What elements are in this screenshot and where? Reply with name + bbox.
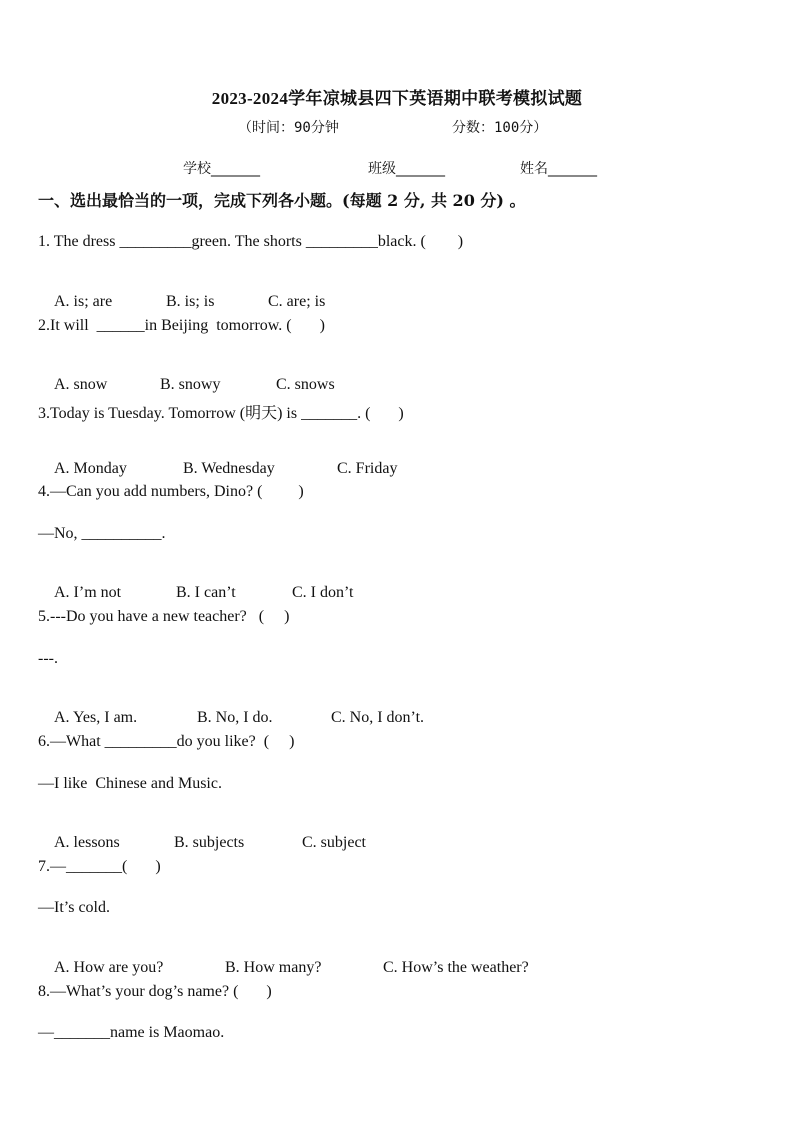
option-a: A. How are you? [54, 959, 164, 976]
option-a: A. I’m not [54, 584, 122, 601]
option-c: C. subject [302, 834, 366, 851]
option-a: A. snow [54, 376, 108, 393]
question-4-stem: 4.—Can you add numbers, Dino? ( ) [38, 483, 304, 500]
option-b: B. snowy [160, 376, 221, 393]
question-4-reply: —No, __________. [38, 525, 166, 542]
option-b: B. How many? [225, 959, 322, 976]
option-b: B. I can’t [176, 584, 236, 601]
option-c: C. How’s the weather? [383, 959, 529, 976]
question-1-stem: 1. The dress _________green. The shorts _________black. ( ) [38, 233, 464, 250]
question-2-stem: 2.It will ______in Beijing tomorrow. ( ) [38, 317, 325, 334]
option-a: A. Monday [54, 460, 127, 477]
option-a: A. is; are [54, 293, 113, 310]
option-a: A. lessons [54, 834, 120, 851]
question-6-stem: 6.—What _________do you like? ( ) [38, 733, 295, 750]
option-b: B. Wednesday [183, 460, 275, 477]
section-heading: 一、选出最恰当的一项，完成下列各小题。(每题 2 分, 共 20 分) 。 [38, 191, 526, 210]
option-c: C. snows [276, 376, 335, 393]
option-c: C. No, I don’t. [331, 709, 425, 726]
school-field: 学校_______ [183, 161, 260, 177]
option-b: B. is; is [166, 293, 215, 310]
question-7-reply: —It’s cold. [38, 899, 110, 916]
name-field: 姓名_______ [520, 161, 597, 177]
question-6-reply: —I like Chinese and Music. [38, 775, 222, 792]
option-c: C. Friday [337, 460, 398, 477]
question-5-stem: 5.---Do you have a new teacher? ( ) [38, 608, 290, 625]
option-b: B. No, I do. [197, 709, 273, 726]
option-b: B. subjects [174, 834, 245, 851]
question-3-stem: 3.Today is Tuesday. Tomorrow (明天) is _______. ( ) [38, 405, 404, 422]
question-8-reply: —_______name is Maomao. [38, 1024, 225, 1041]
option-a: A. Yes, I am. [54, 709, 138, 726]
total-score: 分数：100分） [452, 120, 548, 136]
class-field: 班级_______ [368, 161, 445, 177]
option-c: C. are; is [268, 293, 326, 310]
time-limit: （时间：90分钟 [238, 120, 339, 136]
question-8-stem: 8.—What’s your dog’s name? ( ) [38, 983, 272, 1000]
option-c: C. I don’t [292, 584, 354, 601]
question-5-reply: ---. [38, 650, 58, 667]
exam-title: 2023-2024学年凉城县四下英语期中联考模拟试题 [211, 89, 583, 108]
question-7-stem: 7.—_______( ) [38, 858, 161, 875]
